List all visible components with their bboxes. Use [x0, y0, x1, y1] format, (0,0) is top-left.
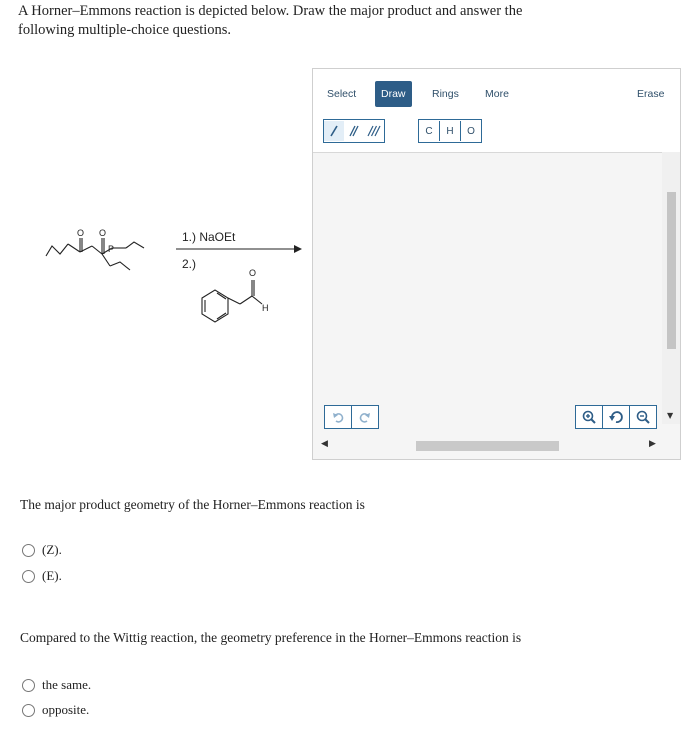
- tab-rings[interactable]: Rings: [432, 88, 459, 100]
- option-label: the same.: [42, 677, 92, 692]
- scroll-right-arrow-icon[interactable]: ▶: [649, 439, 656, 449]
- phosphorus-label: P: [108, 244, 115, 254]
- atom-carbon-button[interactable]: C: [425, 125, 433, 137]
- atom-oxygen-button[interactable]: O: [460, 121, 481, 141]
- radio-button[interactable]: [22, 679, 35, 692]
- atom-tools: [418, 119, 482, 143]
- triple-bond-icon[interactable]: [364, 121, 384, 141]
- vertical-scroll-thumb[interactable]: [667, 192, 676, 349]
- tab-more[interactable]: More: [485, 88, 509, 100]
- horizontal-scrollbar[interactable]: [313, 436, 664, 454]
- tab-select[interactable]: Select: [327, 88, 357, 100]
- reaction-arrowhead: [294, 245, 302, 253]
- aldehyde-oxygen-label: O: [249, 268, 257, 278]
- single-bond-icon[interactable]: [324, 121, 344, 141]
- q1-option-z[interactable]: [22, 542, 62, 558]
- zoom-in-icon[interactable]: [576, 406, 602, 428]
- scroll-down-arrow-icon[interactable]: ▼: [667, 411, 674, 420]
- zoom-out-icon[interactable]: [629, 406, 656, 428]
- carbonyl-oxygen-label: O: [77, 228, 85, 238]
- double-bond-icon[interactable]: [344, 121, 364, 141]
- vertical-scrollbar[interactable]: [662, 152, 680, 424]
- option-label: (E).: [42, 568, 62, 583]
- editor-toolbar: [313, 69, 680, 153]
- history-controls: [324, 405, 379, 429]
- question2-prompt: Compared to the Wittig reaction, the geometry preference in the Horner–Emmons reaction is: [20, 630, 522, 645]
- radio-button[interactable]: [22, 704, 35, 717]
- q2-option-opposite[interactable]: [22, 702, 89, 718]
- aldehyde-reagent: [202, 280, 262, 322]
- undo-icon[interactable]: [325, 406, 351, 428]
- reaction-scheme: [40, 218, 310, 328]
- atom-hydrogen-button[interactable]: H: [439, 121, 460, 141]
- reagent-step-1: 1.) NaOEt: [182, 230, 236, 244]
- zoom-controls: [575, 405, 657, 429]
- scroll-left-arrow-icon[interactable]: ◀: [321, 439, 328, 449]
- tab-draw[interactable]: Draw: [375, 81, 412, 107]
- structure-editor[interactable]: [312, 68, 681, 460]
- bond-tools: [323, 119, 385, 143]
- q1-option-e[interactable]: [22, 568, 62, 584]
- q2-option-same[interactable]: [22, 677, 91, 693]
- phosphoryl-oxygen-label: O: [99, 228, 107, 238]
- option-label: opposite.: [42, 702, 90, 717]
- phosphonate-reactant: [46, 238, 144, 270]
- redo-icon[interactable]: [351, 406, 378, 428]
- question1-prompt: The major product geometry of the Horner–Emmons reaction is: [20, 497, 365, 512]
- reagent-step-2: 2.): [182, 257, 197, 271]
- question-text: A Horner–Emmons reaction is depicted below. Draw the major product and answer the following multiple-choice questions.: [18, 3, 523, 38]
- aldehyde-hydrogen-label: H: [262, 303, 269, 313]
- option-label: (Z).: [42, 542, 62, 557]
- tab-erase[interactable]: Erase: [637, 88, 665, 100]
- radio-button[interactable]: [22, 570, 35, 583]
- radio-button[interactable]: [22, 544, 35, 557]
- horizontal-scroll-thumb[interactable]: [416, 441, 559, 451]
- reset-zoom-icon[interactable]: [602, 406, 629, 428]
